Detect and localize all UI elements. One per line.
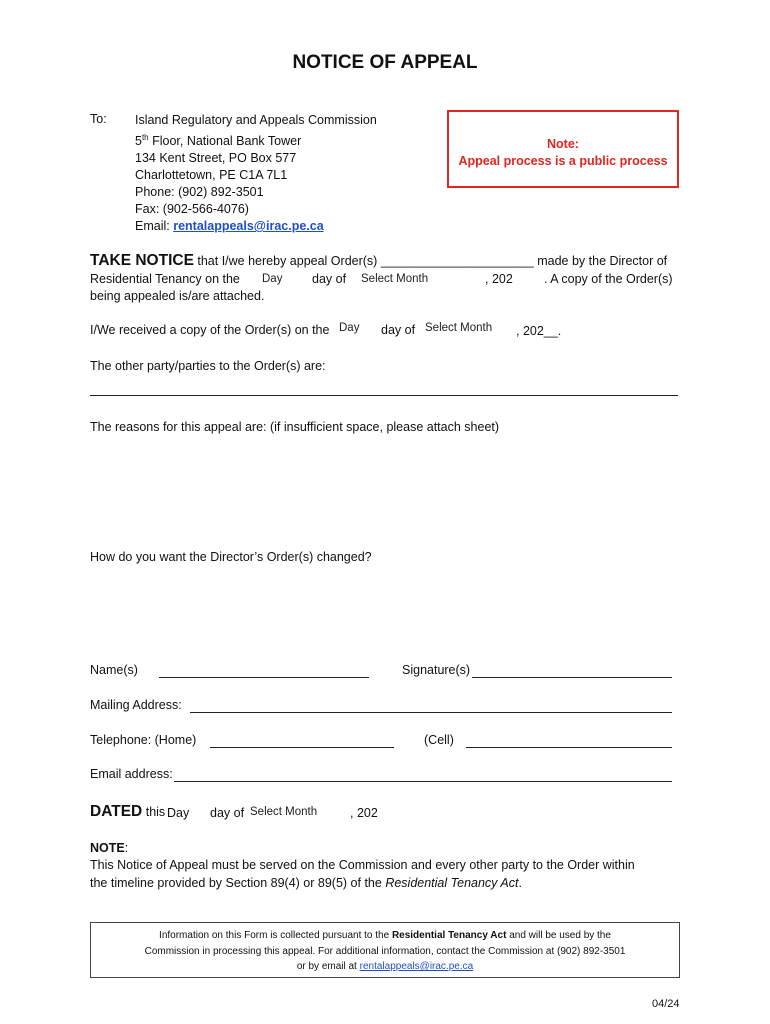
note-heading: Note:: [547, 137, 579, 151]
received-year: , 202__.: [516, 324, 562, 338]
footer-email-link[interactable]: rentalappeals@irac.pe.ca: [359, 961, 474, 972]
privacy-footer: [90, 922, 680, 978]
reasons-field[interactable]: [90, 440, 678, 540]
address-phone: Phone: (902) 892-3501: [135, 185, 264, 200]
names-line[interactable]: [159, 665, 369, 678]
address-fax: Fax: (902-566-4076): [135, 202, 249, 217]
take-notice-lead: TAKE NOTICE: [90, 252, 194, 269]
received-month-select[interactable]: Select Month: [425, 322, 493, 334]
recipient-address: [135, 112, 377, 235]
mailing-label: Mailing Address:: [90, 698, 182, 712]
order-year: , 202: [485, 272, 513, 286]
email-link[interactable]: rentalappeals@irac.pe.ca: [173, 219, 324, 234]
email-address-line[interactable]: [174, 769, 672, 782]
other-party-line[interactable]: [90, 385, 678, 396]
cell-label: (Cell): [424, 733, 454, 747]
reasons-label: The reasons for this appeal are: (if insufficient space, please attach sheet): [90, 420, 500, 434]
note-section-line1: This Notice of Appeal must be served on the Commission and every other party to the Order within: [90, 858, 635, 872]
dated-line: DATED this: [90, 803, 166, 820]
page-number: 04/24: [652, 998, 680, 1010]
footer-line1: Information on this Form is collected pursuant to the Residential Tenancy Act and will be used by the: [159, 930, 611, 941]
home-phone-line[interactable]: [210, 735, 394, 748]
other-party-label: The other party/parties to the Order(s) are:: [90, 359, 326, 373]
signature-line[interactable]: [472, 665, 672, 678]
address-name: Island Regulatory and Appeals Commission: [135, 113, 377, 127]
take-notice-line2-end: . A copy of the Order(s): [544, 272, 673, 286]
note-text: Appeal process is a public process: [458, 154, 668, 168]
signature-label: Signature(s): [402, 663, 471, 677]
footer-line3: or by email at rentalappeals@irac.pe.ca: [296, 961, 474, 972]
order-day-field[interactable]: Day: [262, 273, 283, 285]
names-label: Name(s): [90, 663, 138, 677]
address-floor: 5th Floor, National Bank Tower: [135, 133, 302, 149]
address-city: Charlottetown, PE C1A 7L1: [135, 168, 288, 183]
address-email: Email: rentalappeals@irac.pe.ca: [135, 219, 324, 234]
cell-phone-line[interactable]: [466, 735, 672, 748]
to-label: To:: [90, 112, 107, 126]
address-street: 134 Kent Street, PO Box 577: [135, 151, 297, 166]
email-address-label: Email address:: [90, 767, 173, 781]
dated-year: , 202: [350, 806, 378, 820]
public-process-note: [447, 110, 679, 188]
take-notice-day-of: day of: [312, 272, 347, 286]
take-notice-line2-label: Residential Tenancy on the: [90, 272, 240, 286]
received-day-field[interactable]: Day: [339, 322, 360, 334]
dated-lead: DATED: [90, 803, 143, 820]
dated-day-of: day of: [210, 806, 245, 820]
take-notice-line1: TAKE NOTICE that I/we hereby appeal Order(s) ______________________ made by the Director of: [90, 252, 668, 269]
received-label: I/We received a copy of the Order(s) on the: [90, 323, 330, 337]
page-title: NOTICE OF APPEAL: [292, 52, 478, 73]
order-month-select[interactable]: Select Month: [361, 273, 429, 285]
note-section-heading: NOTE:: [90, 841, 129, 855]
telephone-label: Telephone: (Home): [90, 733, 197, 747]
dated-day-field[interactable]: Day: [167, 806, 190, 820]
mailing-line[interactable]: [190, 700, 672, 713]
footer-line2: Commission in processing this appeal. For additional information, contact the Commission at (902) 892-3501: [144, 945, 626, 957]
take-notice-line3: being appealed is/are attached.: [90, 289, 265, 303]
received-day-of: day of: [381, 323, 416, 337]
dated-month-select[interactable]: Select Month: [250, 806, 318, 818]
note-section-line2: the timeline provided by Section 89(4) or 89(5) of the Residential Tenancy Act.: [90, 876, 522, 890]
change-label: How do you want the Director’s Order(s) changed?: [90, 550, 372, 564]
change-field[interactable]: [90, 570, 678, 650]
